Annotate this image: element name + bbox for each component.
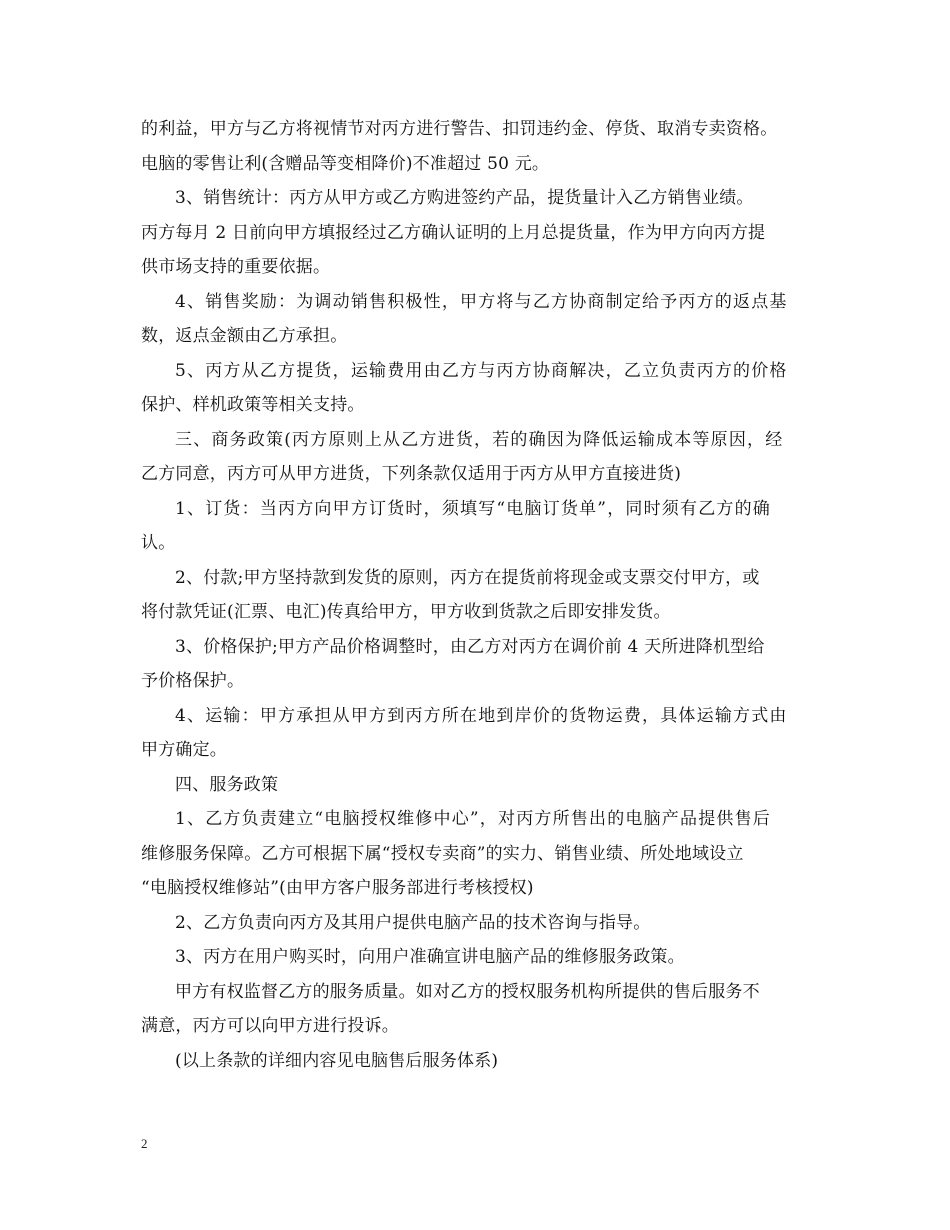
text-line: 1、订货：当丙方向甲方订货时，须填写“电脑订货单”，同时须有乙方的确	[175, 498, 771, 519]
text-line: 丙方每月 2 日前向甲方填报经过乙方确认证明的上月总提货量，作为甲方向丙方提	[141, 222, 766, 243]
text-line: 维修服务保障。乙方可根据下属“授权专卖商”的实力、销售业绩、所处地域设立	[141, 843, 744, 864]
text-line: (以上条款的详细内容见电脑售后服务体系)	[175, 1050, 499, 1071]
text-line: 三、商务政策(丙方原则上从乙方进货，若的确因为降低运输成本等原因，经	[175, 429, 784, 450]
text-line: 5、丙方从乙方提货，运输费用由乙方与丙方协商解决，乙立负责丙方的价格	[175, 360, 788, 381]
text-line: 保护、样机政策等相关支持。	[141, 395, 365, 415]
text-line: 2、乙方负责向丙方及其用户提供电脑产品的技术咨询与指导。	[175, 912, 651, 933]
text-line: 予价格保护。	[141, 671, 245, 691]
text-line: 2、付款;甲方坚持款到发货的原则，丙方在提货前将现金或支票交付甲方，或	[175, 567, 760, 588]
page-number: 2	[141, 1136, 148, 1151]
text-line: 4、销售奖励：为调动销售积极性，甲方将与乙方协商制定给予丙方的返点基	[175, 291, 788, 312]
text-line: 3、销售统计：丙方从甲方或乙方购进签约产品，提货量计入乙方销售业绩。	[175, 188, 754, 208]
text-line: 满意，丙方可以向甲方进行投诉。	[141, 1016, 399, 1036]
text-line: 1、乙方负责建立“电脑授权维修中心”，对丙方所售出的电脑产品提供售后	[175, 809, 771, 829]
text-line: 3、丙方在用户购买时，向用户准确宣讲电脑产品的维修服务政策。	[175, 947, 685, 967]
text-line: “电脑授权维修站”(由甲方客户服务部进行考核授权)	[141, 878, 534, 898]
text-line: 甲方有权监督乙方的服务质量。如对乙方的授权服务机构所提供的售后服务不	[175, 981, 760, 1002]
text-line: 供市场支持的重要依据。	[141, 257, 331, 277]
text-line: 甲方确定。	[141, 740, 227, 760]
text-line: 的利益，甲方与乙方将视情节对丙方进行警告、扣罚违约金、停货、取消专卖资格。	[141, 119, 778, 139]
text-line: 乙方同意，丙方可从甲方进货，下列条款仅适用于丙方从甲方直接进货)	[141, 464, 682, 484]
text-line: 将付款凭证(汇票、电汇)传真给甲方，甲方收到货款之后即安排发货。	[141, 602, 671, 622]
text-line: 3、价格保护;甲方产品价格调整时，由乙方对丙方在调价前 4 天所进降机型给	[175, 636, 765, 657]
text-line: 电脑的零售让利(含赠品等变相降价)不准超过 50 元。	[141, 153, 550, 174]
section-heading: 四、服务政策	[175, 774, 279, 795]
document-body	[141, 112, 817, 1078]
text-line: 数，返点金额由乙方承担。	[141, 326, 348, 346]
text-line: 认。	[141, 533, 176, 553]
text-line: 4、运输：甲方承担从甲方到丙方所在地到岸价的货物运费，具体运输方式由	[175, 705, 788, 726]
